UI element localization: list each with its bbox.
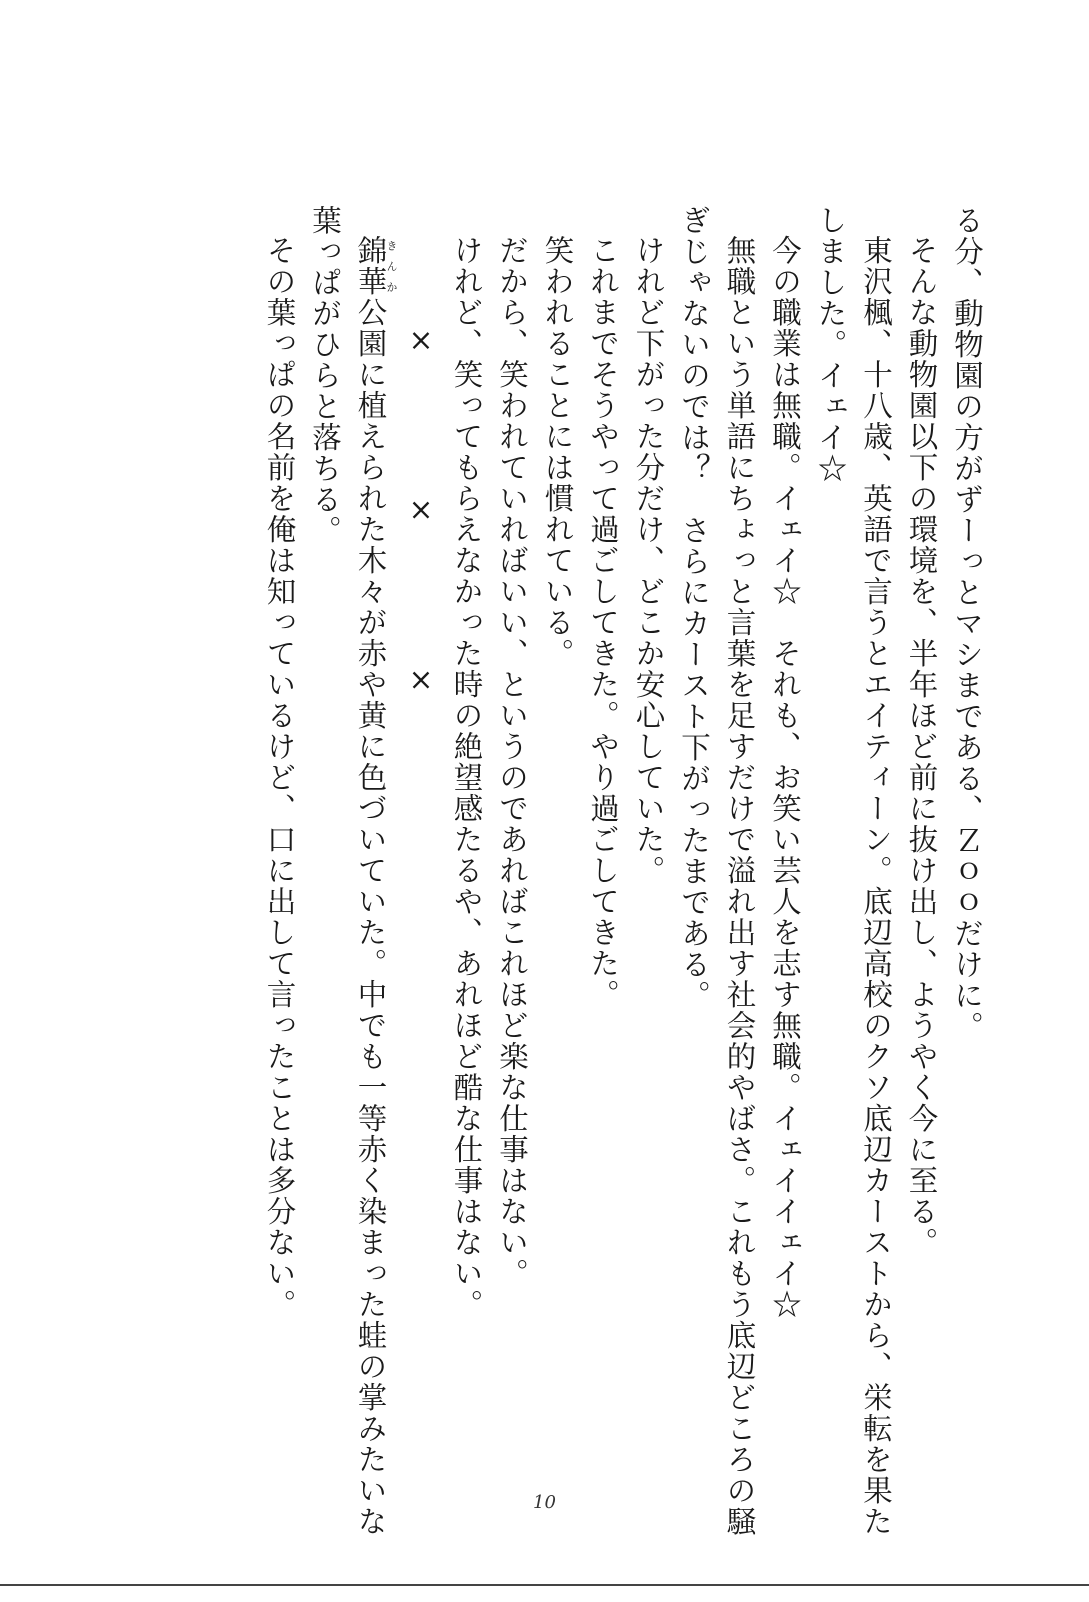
text-line: これまでそうやって過ごしてきた。やり過ごしてきた。: [586, 234, 620, 1010]
text-line: そんな動物園以下の環境を、半年ほど前に抜け出し、ようやく今に至る。: [904, 234, 939, 1258]
text-line: 笑われることには慣れている。: [540, 234, 575, 669]
page-number: 10: [533, 1492, 556, 1513]
bottom-edge-rule: [0, 1584, 1089, 1602]
scene-break: × × ×: [404, 323, 438, 750]
text-line: 東沢楓、十八歳、英語で言うとエイティーン。底辺高校のクソ底辺カーストから、栄転を果た: [859, 234, 893, 1537]
text-line: ぎじゃないのでは？ さらにカースト下がったまである。: [677, 205, 711, 1011]
text-line: 公園に植えられた木々が赤や黄に色づいていた。中でも一等赤く染まった蛙の掌みたいな: [353, 296, 388, 1537]
text-line: その葉っぱの名前を俺は知っているけど、口に出して言ったことは多分ない。: [262, 234, 297, 1320]
text-line: けれど、笑ってもらえなかった時の絶望感たるや、あれほど酷な仕事はない。: [449, 234, 484, 1320]
ruby-annotation: [353, 234, 398, 297]
text-line: る分、動物園の方がずーっとマシまである、Ｚｏｏだけに。: [950, 205, 984, 1042]
text-line-with-ruby: [347, 205, 398, 1537]
text-line: 無職という単語にちょっと言葉を足すだけで溢れ出す社会的やばさ。これもう底辺どころの騒: [722, 234, 757, 1537]
ruby-reading: きんか: [385, 234, 398, 297]
text-line: 今の職業は無職。イェイ☆ それも、お笑い芸人を志す無職。イェイイェイ☆: [768, 234, 802, 1320]
text-line: けれど下がった分だけ、どこか安心していた。: [631, 234, 666, 886]
text-line: 葉っぱがひらと落ちる。: [308, 205, 342, 546]
ruby-base: 錦華: [353, 234, 388, 297]
text-line: だから、笑われていればいい、というのであればこれほど楽な仕事はない。: [495, 234, 529, 1289]
text-line: しました。イェイ☆: [813, 205, 848, 484]
